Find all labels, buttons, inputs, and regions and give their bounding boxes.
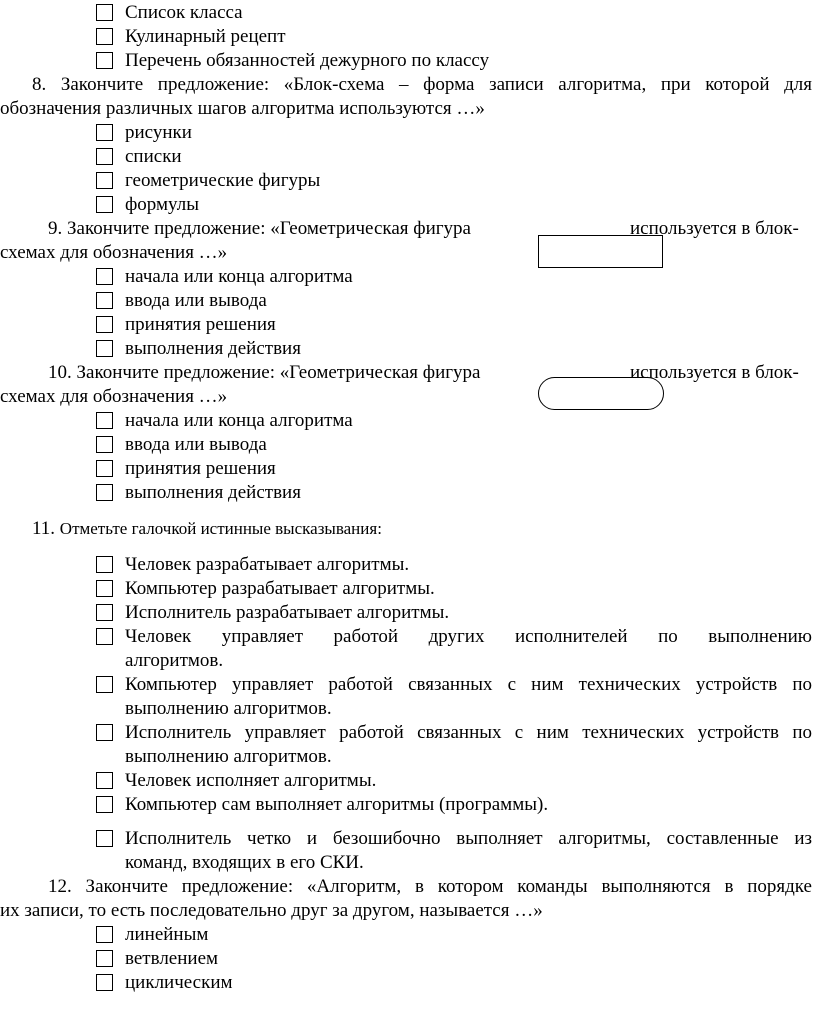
checkbox[interactable] [96,28,113,45]
statement-label: Исполнитель управляет работой связанных с ним технических устройств по [125,722,812,743]
checkbox[interactable] [96,580,113,597]
q8-text-line1: 8. Закончите предложение: «Блок-схема – форма записи алгоритма, при которой для [32,74,812,95]
checkbox[interactable] [96,830,113,847]
q12-text-line2: их записи, то есть последовательно друг за другом, называется …» [0,900,543,921]
q12-text-line1: 12. Закончите предложение: «Алгоритм, в котором команды выполняются в порядке [48,876,812,897]
statement-label: Компьютер сам выполняет алгоритмы (программы). [125,794,549,815]
option-label: Перечень обязанностей дежурного по классу [125,50,490,71]
statement-label-cont: выполнению алгоритмов. [125,746,332,767]
checkbox[interactable] [96,196,113,213]
checkbox[interactable] [96,926,113,943]
option-label: ввода или вывода [125,434,267,455]
checkbox[interactable] [96,124,113,141]
option-label: начала или конца алгоритма [125,410,353,431]
option-label: циклическим [125,972,233,993]
checkbox[interactable] [96,604,113,621]
q9-text-line1-end: используется в блок- [630,218,799,239]
q10-text-line2: схемах для обозначения …» [0,386,228,407]
checkbox[interactable] [96,628,113,645]
q11-heading [32,517,382,541]
option-label: Кулинарный рецепт [125,26,286,47]
option-label: выполнения действия [125,338,301,359]
option-label: выполнения действия [125,482,301,503]
checkbox[interactable] [96,340,113,357]
q11-number: 11. [32,518,56,539]
checkbox[interactable] [96,724,113,741]
checkbox[interactable] [96,556,113,573]
checkbox[interactable] [96,974,113,991]
statement-label-cont: выполнению алгоритмов. [125,698,332,719]
checkbox[interactable] [96,460,113,477]
option-label: начала или конца алгоритма [125,266,353,287]
statement-label: Компьютер управляет работой связанных с ним технических устройств по [125,674,812,695]
q11-title: Отметьте галочкой истинные высказывания: [59,519,382,538]
checkbox[interactable] [96,148,113,165]
option-label: ветвлением [125,948,219,969]
statement-label-cont: команд, входящих в его СКИ. [125,852,364,873]
checkbox[interactable] [96,4,113,21]
option-label: формулы [125,194,199,215]
statement-label: Человек управляет работой других исполнителей по выполнению [125,626,812,647]
checkbox[interactable] [96,268,113,285]
option-label: списки [125,146,182,167]
option-label: геометрические фигуры [125,170,321,191]
checkbox[interactable] [96,796,113,813]
statement-label: Человек исполняет алгоритмы. [125,770,377,791]
option-label: ввода или вывода [125,290,267,311]
option-label: рисунки [125,122,192,143]
checkbox[interactable] [96,52,113,69]
option-label: линейным [125,924,209,945]
q10-text-line1-end: используется в блок- [630,362,799,383]
statement-label: Человек разрабатывает алгоритмы. [125,554,410,575]
option-label: Список класса [125,2,243,23]
checkbox[interactable] [96,172,113,189]
q9-text-line2: схемах для обозначения …» [0,242,228,263]
option-label: принятия решения [125,458,276,479]
q9-text-line1-start: 9. Закончите предложение: «Геометрическая фигура [48,218,471,239]
checkbox[interactable] [96,292,113,309]
checkbox[interactable] [96,412,113,429]
option-label: принятия решения [125,314,276,335]
statement-label: Исполнитель четко и безошибочно выполняет алгоритмы, составленные из [125,828,812,849]
checkbox[interactable] [96,950,113,967]
statement-label: Компьютер разрабатывает алгоритмы. [125,578,435,599]
checkbox[interactable] [96,484,113,501]
checkbox[interactable] [96,676,113,693]
statement-label: Исполнитель разрабатывает алгоритмы. [125,602,450,623]
checkbox[interactable] [96,436,113,453]
checkbox[interactable] [96,772,113,789]
checkbox[interactable] [96,316,113,333]
q10-text-line1-start: 10. Закончите предложение: «Геометрическая фигура [48,362,481,383]
q8-text-line2: обозначения различных шагов алгоритма используются …» [0,98,485,119]
statement-label-cont: алгоритмов. [125,650,224,671]
